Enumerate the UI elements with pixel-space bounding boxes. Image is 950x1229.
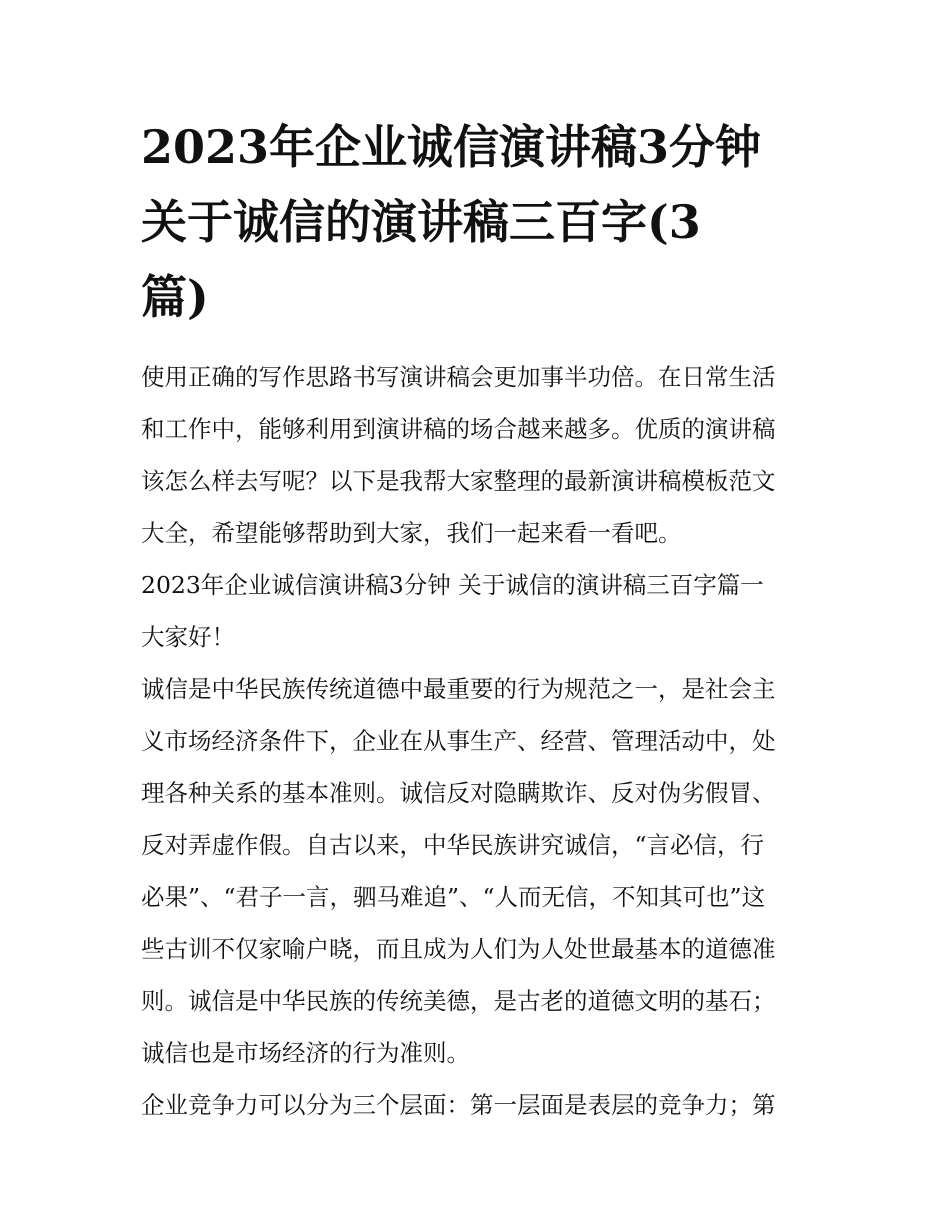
body-line: 诚信是中华民族传统道德中最重要的行为规范之一，是社会主 bbox=[141, 675, 776, 703]
intro-paragraph bbox=[141, 351, 813, 559]
body-line: 些古训不仅家喻户晓，而且成为人们为人处世最基本的道德准 bbox=[141, 935, 776, 963]
greeting: 大家好！ bbox=[141, 623, 235, 651]
body-line: 理各种关系的基本准则。诚信反对隐瞒欺诈、反对伪劣假冒、 bbox=[141, 779, 776, 807]
title-line: 2023年企业诚信演讲稿3分钟 bbox=[141, 120, 762, 174]
body-paragraph-1 bbox=[141, 663, 813, 1079]
intro-line: 大全，希望能够帮助到大家，我们一起来看一看吧。 bbox=[141, 519, 682, 547]
intro-line: 使用正确的写作思路书写演讲稿会更加事半功倍。在日常生活 bbox=[141, 363, 776, 391]
body-line: 反对弄虚作假。自古以来，中华民族讲究诚信，“言必信，行 bbox=[141, 831, 765, 859]
title-line: 关于诚信的演讲稿三百字(3 bbox=[141, 195, 701, 249]
document-content bbox=[141, 110, 813, 1131]
body-line: 诚信也是市场经济的行为准则。 bbox=[141, 1039, 470, 1067]
title-line: 篇) bbox=[141, 270, 209, 324]
intro-line: 该怎么样去写呢？以下是我帮大家整理的最新演讲稿模板范文 bbox=[141, 467, 776, 495]
greeting-paragraph bbox=[141, 611, 813, 663]
body-line: 企业竞争力可以分为三个层面：第一层面是表层的竞争力；第 bbox=[141, 1091, 776, 1119]
body-line: 则。诚信是中华民族的传统美德，是古老的道德文明的基石； bbox=[141, 987, 776, 1015]
body-line: 必果”、“君子一言，驷马难追”、“人而无信，不知其可也”这 bbox=[141, 883, 766, 911]
body-paragraph-2 bbox=[141, 1079, 813, 1131]
intro-line: 和工作中，能够利用到演讲稿的场合越来越多。优质的演讲稿 bbox=[141, 415, 776, 443]
body-line: 义市场经济条件下，企业在从事生产、经营、管理活动中，处 bbox=[141, 727, 776, 755]
section-heading-paragraph bbox=[141, 559, 813, 611]
document-title bbox=[141, 110, 813, 335]
section-heading: 2023年企业诚信演讲稿3分钟 关于诚信的演讲稿三百字篇一 bbox=[141, 571, 764, 599]
